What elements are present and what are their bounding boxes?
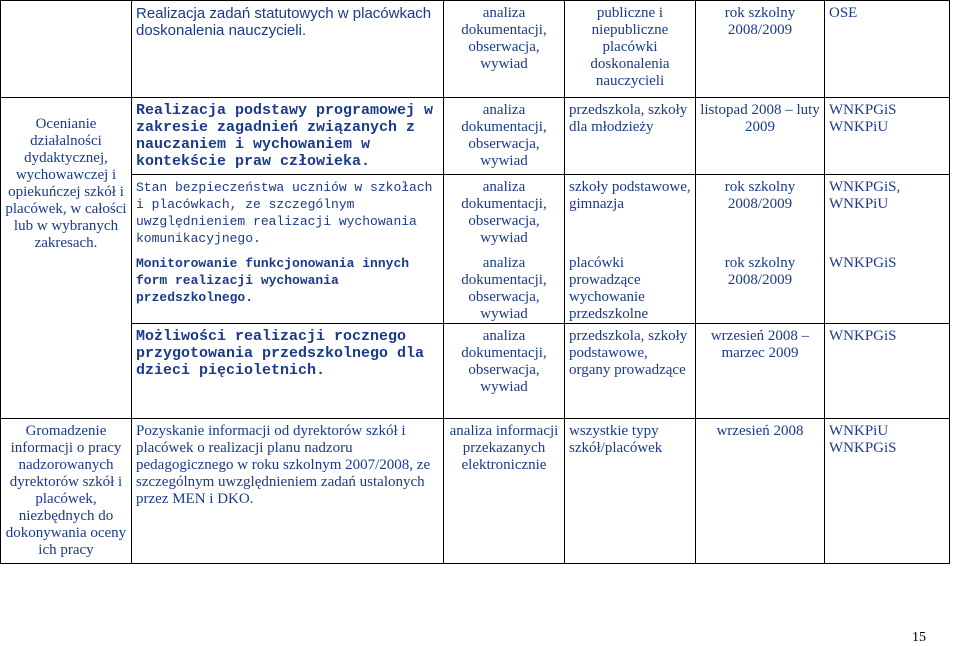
area-gathering-cell: Gromadzenie informacji o pracy nadzorowanych dyrektorów szkół i placówek, niezbędnych do dokonywania oceny ich pracy: [1, 419, 132, 564]
area-assessment-cell: Ocenianie działalności dydaktycznej, wychowawczej i opiekuńczej szkół i placówek, w całości lub w wybranych zakresach.: [1, 98, 132, 419]
term-cell: listopad 2008 – luty 2009: [696, 98, 825, 175]
table-row: [1, 175, 950, 324]
methods-cell-group: [444, 175, 565, 324]
units-text: WNKPGiS, WNKPiU: [829, 179, 901, 212]
scope-cell-group: [565, 175, 696, 324]
units-cell-group: [825, 175, 950, 324]
methods-cell: analiza dokumentacji, obserwacja, wywiad: [444, 98, 565, 175]
scope-cell: przedszkola, szkoły dla młodzieży: [565, 98, 696, 175]
scope-text: placówki prowadzące wychowanie przedszkolne: [569, 255, 649, 322]
scope-cell: wszystkie typy szkół/placówek: [565, 419, 696, 564]
methods-text: analiza dokumentacji, obserwacja, wywiad: [461, 255, 547, 322]
units-text: WNKPGiS: [829, 255, 897, 271]
topic-cell: Realizacja zadań statutowych w placówkach doskonalenia nauczycieli.: [132, 1, 444, 98]
table-row: [1, 419, 950, 564]
methods-cell: analiza dokumentacji, obserwacja, wywiad: [444, 324, 565, 419]
term-cell: wrzesień 2008: [696, 419, 825, 564]
table-row: [1, 324, 950, 419]
topic-cell: Realizacja podstawy programowej w zakresie zagadnień związanych z nauczaniem i wychowaniem w kontekście praw człowieka.: [132, 98, 444, 175]
page-number: 15: [912, 630, 926, 645]
topic-cell: Pozyskanie informacji od dyrektorów szkół i placówek o realizacji planu nadzoru pedagogicznego w roku szkolnym 2007/2008, ze szczególnym uwzględnieniem zadań ustalonych przez MEN i DKO.: [132, 419, 444, 564]
scope-text: szkoły podstawowe, gimnazja: [569, 179, 691, 212]
term-cell: rok szkolny 2008/2009: [696, 1, 825, 98]
table-row: [1, 98, 950, 175]
scope-cell: przedszkola, szkoły podstawowe, organy prowadzące: [565, 324, 696, 419]
topic-text: Stan bezpieczeństwa uczniów w szkołach i placówkach, ze szczególnym uwzględnieniem realizacji wychowania komunikacyjnego.: [136, 180, 433, 246]
area-cell-empty: [1, 1, 132, 98]
table-row: [1, 1, 950, 98]
topic-cell-group: [132, 175, 444, 324]
methods-cell: analiza informacji przekazanych elektronicznie: [444, 419, 565, 564]
units-cell: OSE: [825, 1, 950, 98]
term-cell: wrzesień 2008 – marzec 2009: [696, 324, 825, 419]
units-cell: WNKPGiS: [825, 324, 950, 419]
term-text: rok szkolny 2008/2009: [724, 179, 796, 212]
topic-text: Monitorowanie funkcjonowania innych form realizacji wychowania przedszkolnego.: [136, 256, 410, 305]
term-cell-group: [696, 175, 825, 324]
units-cell: WNKPGiS WNKPiU: [825, 98, 950, 175]
topic-cell: Możliwości realizacji rocznego przygotowania przedszkolnego dla dzieci pięcioletnich.: [132, 324, 444, 419]
methods-text: analiza dokumentacji, obserwacja, wywiad: [461, 179, 547, 246]
scope-cell: publiczne i niepubliczne placówki doskonalenia nauczycieli: [565, 1, 696, 98]
term-text: rok szkolny 2008/2009: [724, 255, 796, 288]
units-cell: WNKPiU WNKPGiS: [825, 419, 950, 564]
methods-cell: analiza dokumentacji, obserwacja, wywiad: [444, 1, 565, 98]
